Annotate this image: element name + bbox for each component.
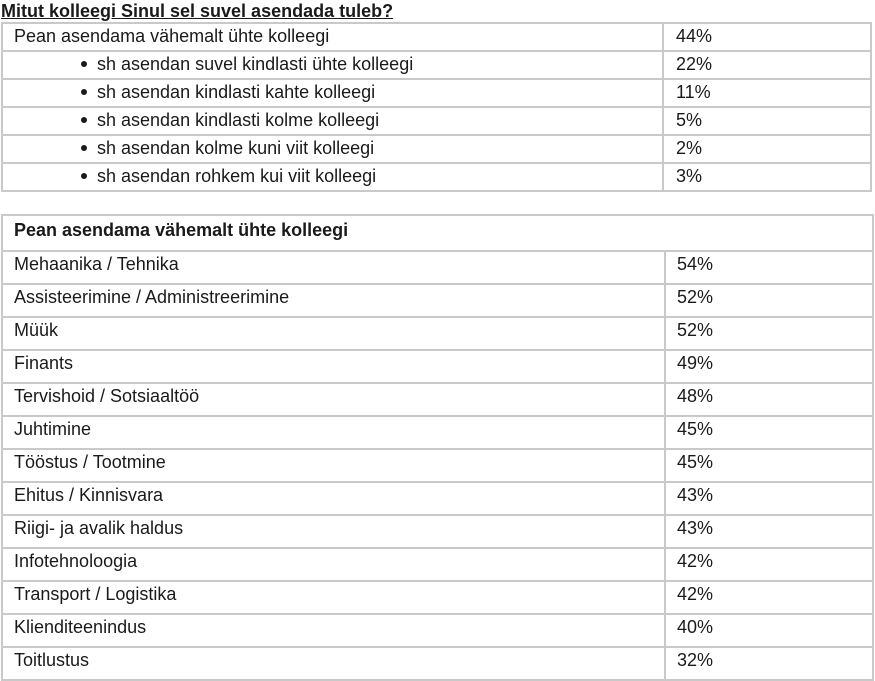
row-value: 42% xyxy=(665,581,873,614)
row-label: sh asendan suvel kindlasti ühte kolleegi xyxy=(97,54,414,74)
table-row xyxy=(2,383,873,416)
row-value: 43% xyxy=(665,515,873,548)
row-label-cell xyxy=(2,51,663,79)
row-value: 5% xyxy=(663,107,871,135)
row-label: Müük xyxy=(2,317,665,350)
table-row xyxy=(2,163,871,191)
table-header-row xyxy=(2,215,873,251)
row-label: Assisteerimine / Administreerimine xyxy=(2,284,665,317)
sector-table xyxy=(1,214,874,681)
summary-table xyxy=(1,22,872,192)
table-row xyxy=(2,548,873,581)
table-row xyxy=(2,350,873,383)
row-label-cell xyxy=(2,107,663,135)
row-value: 49% xyxy=(665,350,873,383)
table-row xyxy=(2,581,873,614)
row-label-cell xyxy=(2,163,663,191)
row-value: 32% xyxy=(665,647,873,680)
row-value: 43% xyxy=(665,482,873,515)
row-label: Infotehnoloogia xyxy=(2,548,665,581)
table-row xyxy=(2,23,871,51)
row-value: 54% xyxy=(665,251,873,284)
bullet-icon xyxy=(81,145,87,151)
row-value: 44% xyxy=(663,23,871,51)
table-row xyxy=(2,515,873,548)
row-label: sh asendan kindlasti kahte kolleegi xyxy=(97,82,376,102)
table-row xyxy=(2,449,873,482)
row-label: Tööstus / Tootmine xyxy=(2,449,665,482)
row-value: 45% xyxy=(665,416,873,449)
table-row xyxy=(2,51,871,79)
row-label: Ehitus / Kinnisvara xyxy=(2,482,665,515)
row-label-cell xyxy=(2,79,663,107)
row-label: sh asendan kolme kuni viit kolleegi xyxy=(97,138,375,158)
row-label: sh asendan rohkem kui viit kolleegi xyxy=(97,166,377,186)
row-value: 3% xyxy=(663,163,871,191)
row-label: Klienditeenindus xyxy=(2,614,665,647)
table-row xyxy=(2,135,871,163)
table-header: Pean asendama vähemalt ühte kolleegi xyxy=(2,215,873,251)
row-label: Pean asendama vähemalt ühte kolleegi xyxy=(2,23,663,51)
row-value: 52% xyxy=(665,284,873,317)
row-label: Juhtimine xyxy=(2,416,665,449)
table-row xyxy=(2,647,873,680)
row-label: sh asendan kindlasti kolme kolleegi xyxy=(97,110,380,130)
row-label: Finants xyxy=(2,350,665,383)
row-value: 52% xyxy=(665,317,873,350)
page-title: Mitut kolleegi Sinul sel suvel asendada tuleb? xyxy=(1,1,394,21)
table-row xyxy=(2,416,873,449)
row-label: Tervishoid / Sotsiaaltöö xyxy=(2,383,665,416)
row-label-cell xyxy=(2,135,663,163)
table-row xyxy=(2,284,873,317)
row-value: 48% xyxy=(665,383,873,416)
row-label: Mehaanika / Tehnika xyxy=(2,251,665,284)
table-row xyxy=(2,107,871,135)
row-value: 11% xyxy=(663,79,871,107)
row-value: 42% xyxy=(665,548,873,581)
row-label: Riigi- ja avalik haldus xyxy=(2,515,665,548)
table-row xyxy=(2,317,873,350)
row-value: 45% xyxy=(665,449,873,482)
table-row xyxy=(2,251,873,284)
bullet-icon xyxy=(81,61,87,67)
bullet-icon xyxy=(81,89,87,95)
table-row xyxy=(2,614,873,647)
table-row xyxy=(2,79,871,107)
row-value: 22% xyxy=(663,51,871,79)
row-label: Transport / Logistika xyxy=(2,581,665,614)
bullet-icon xyxy=(81,173,87,179)
row-label: Toitlustus xyxy=(2,647,665,680)
table-row xyxy=(2,482,873,515)
bullet-icon xyxy=(81,117,87,123)
row-value: 2% xyxy=(663,135,871,163)
row-value: 40% xyxy=(665,614,873,647)
